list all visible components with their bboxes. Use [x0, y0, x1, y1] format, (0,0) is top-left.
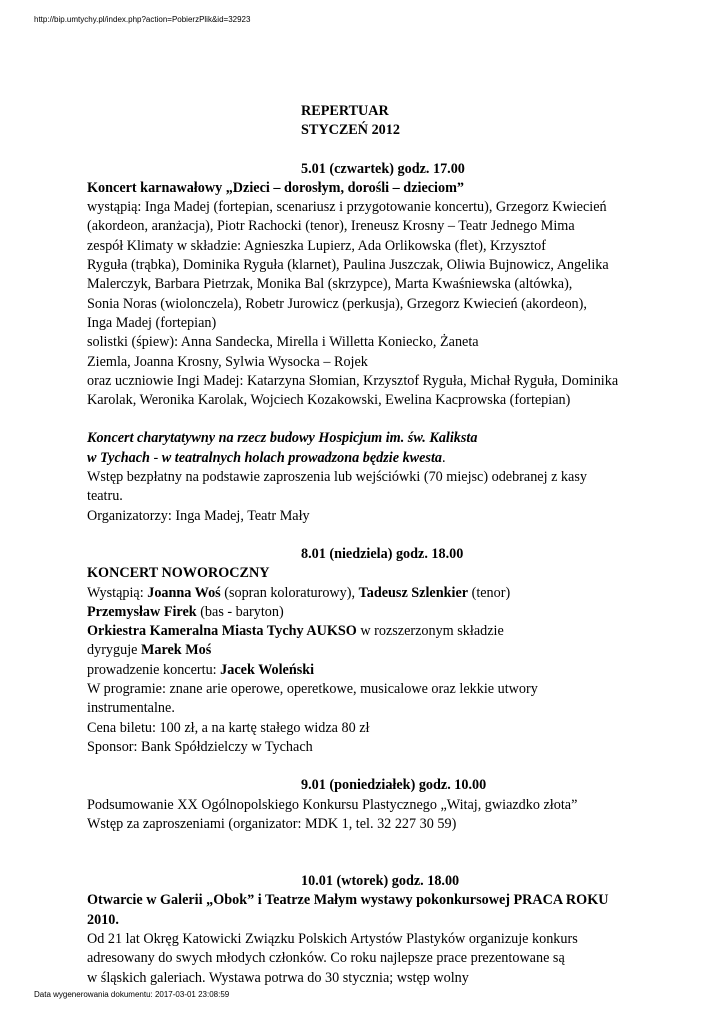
header-url: http://bip.umtychy.pl/index.php?action=PobierzPlik&id=32923	[34, 15, 251, 24]
event-line: (akordeon, aranżacja), Piotr Rachocki (tenor), Ireneusz Krosny – Teatr Jednego Mima	[87, 218, 575, 235]
event-heading: KONCERT NOWOROCZNY	[87, 565, 270, 582]
event-line: teatru.	[87, 488, 123, 505]
text-part: Wystąpią:	[87, 584, 148, 601]
event-line: instrumentalne.	[87, 700, 175, 717]
event-line	[87, 641, 647, 660]
document-title: REPERTUAR	[301, 103, 389, 119]
host-name: Jacek Woleński	[220, 661, 315, 678]
document-body	[87, 102, 647, 988]
event-line: Sonia Noras (wiolonczela), Robetr Jurowicz (perkusja), Grzegorz Kwiecień (akordeon),	[87, 295, 587, 312]
event-heading: 2010.	[87, 911, 119, 928]
text-part: prowadzenie koncertu:	[87, 661, 221, 678]
generation-date: Data wygenerowania dokumentu: 2017-03-01 23:08:59	[34, 990, 230, 999]
conductor-name: Marek Moś	[140, 642, 212, 659]
event-line: Ziemla, Joanna Krosny, Sylwia Wysocka – Rojek	[87, 353, 368, 370]
event-heading: Otwarcie w Galerii „Obok” i Teatrze Małym wystawy pokonkursowej PRACA ROKU	[87, 892, 609, 909]
event-line	[87, 661, 647, 680]
event-line: w śląskich galeriach. Wystawa potrwa do 30 stycznia; wstęp wolny	[87, 969, 469, 986]
charity-kwesta: w teatralnych holach prowadzona będzie kwesta	[161, 449, 442, 466]
event-line: solistki (śpiew): Anna Sandecka, Mirella i Willetta Koniecko, Żaneta	[87, 334, 479, 351]
event-date: 5.01 (czwartek) godz. 17.00	[301, 160, 465, 177]
event-line: Od 21 lat Okręg Katowicki Związku Polskich Artystów Plastyków organizuje konkurs	[87, 930, 578, 947]
event-line: Organizatorzy: Inga Madej, Teatr Mały	[87, 507, 310, 524]
event-date: 10.01 (wtorek) godz. 18.00	[301, 873, 460, 890]
charity-subheading	[87, 449, 647, 468]
event-line: wystąpią: Inga Madej (fortepian, scenariusz i przygotowanie koncertu), Grzegorz Kwiecień	[87, 199, 607, 216]
event-line: Karolak, Weronika Karolak, Wojciech Kozakowski, Ewelina Kacprowska (fortepian)	[87, 392, 571, 409]
document-subtitle: STYCZEŃ 2012	[301, 122, 400, 139]
charity-heading: Koncert charytatywny na rzecz budowy Hospicjum im. św. Kaliksta	[87, 430, 478, 447]
event-line	[87, 603, 647, 622]
text-part: dyryguje	[87, 642, 141, 659]
text-part: (sopran koloraturowy),	[220, 584, 359, 601]
event-line: W programie: znane arie operowe, operetkowe, musicalowe oraz lekkie utwory	[87, 681, 538, 698]
event-line: Malerczyk, Barbara Pietrzak, Monika Bal (skrzypce), Marta Kwaśniewska (altówka),	[87, 276, 573, 293]
event-line: oraz uczniowie Ingi Madej: Katarzyna Słomian, Krzysztof Ryguła, Michał Ryguła, Dominika	[87, 372, 619, 389]
event-line: Sponsor: Bank Spółdzielczy w Tychach	[87, 738, 313, 755]
charity-dash: -	[149, 449, 162, 466]
event-line: Cena biletu: 100 zł, a na kartę stałego widza 80 zł	[87, 719, 370, 736]
orchestra-name: Orkiestra Kameralna Miasta Tychy AUKSO	[87, 623, 357, 640]
event-line: Wstęp bezpłatny na podstawie zaproszenia lub wejściówki (70 miejsc) odebranej z kasy	[87, 469, 587, 486]
event-date: 8.01 (niedziela) godz. 18.00	[301, 545, 464, 562]
performer-name: Przemysław Firek	[87, 603, 197, 620]
performer-name: Tadeusz Szlenkier	[358, 584, 469, 601]
event-line: zespół Klimaty w składzie: Agnieszka Lupierz, Ada Orlikowska (flet), Krzysztof	[87, 237, 546, 254]
event-heading: Koncert karnawałowy „Dzieci – dorosłym, dorośli – dzieciom”	[87, 179, 464, 196]
performer-name: Joanna Woś	[147, 584, 221, 601]
charity-period: .	[441, 449, 446, 466]
text-part: w rozszerzonym składzie	[356, 623, 504, 640]
charity-city: w Tychach	[87, 449, 150, 466]
event-line: Wstęp za zaproszeniami (organizator: MDK 1, tel. 32 227 30 59)	[87, 815, 457, 832]
event-date: 9.01 (poniedziałek) godz. 10.00	[301, 777, 487, 794]
text-part: (bas - baryton)	[196, 603, 284, 620]
event-line	[87, 622, 647, 641]
event-line	[87, 584, 647, 603]
event-line: Inga Madej (fortepian)	[87, 314, 217, 331]
text-part: (tenor)	[468, 584, 511, 601]
event-line: adresowany do swych młodych członków. Co roku najlepsze prace prezentowane są	[87, 950, 565, 967]
event-line: Podsumowanie XX Ogólnopolskiego Konkursu Plastycznego „Witaj, gwiazdko złota”	[87, 796, 578, 813]
event-line: Ryguła (trąbka), Dominika Ryguła (klarnet), Paulina Juszczak, Oliwia Bujnowicz, Angelika	[87, 257, 609, 274]
